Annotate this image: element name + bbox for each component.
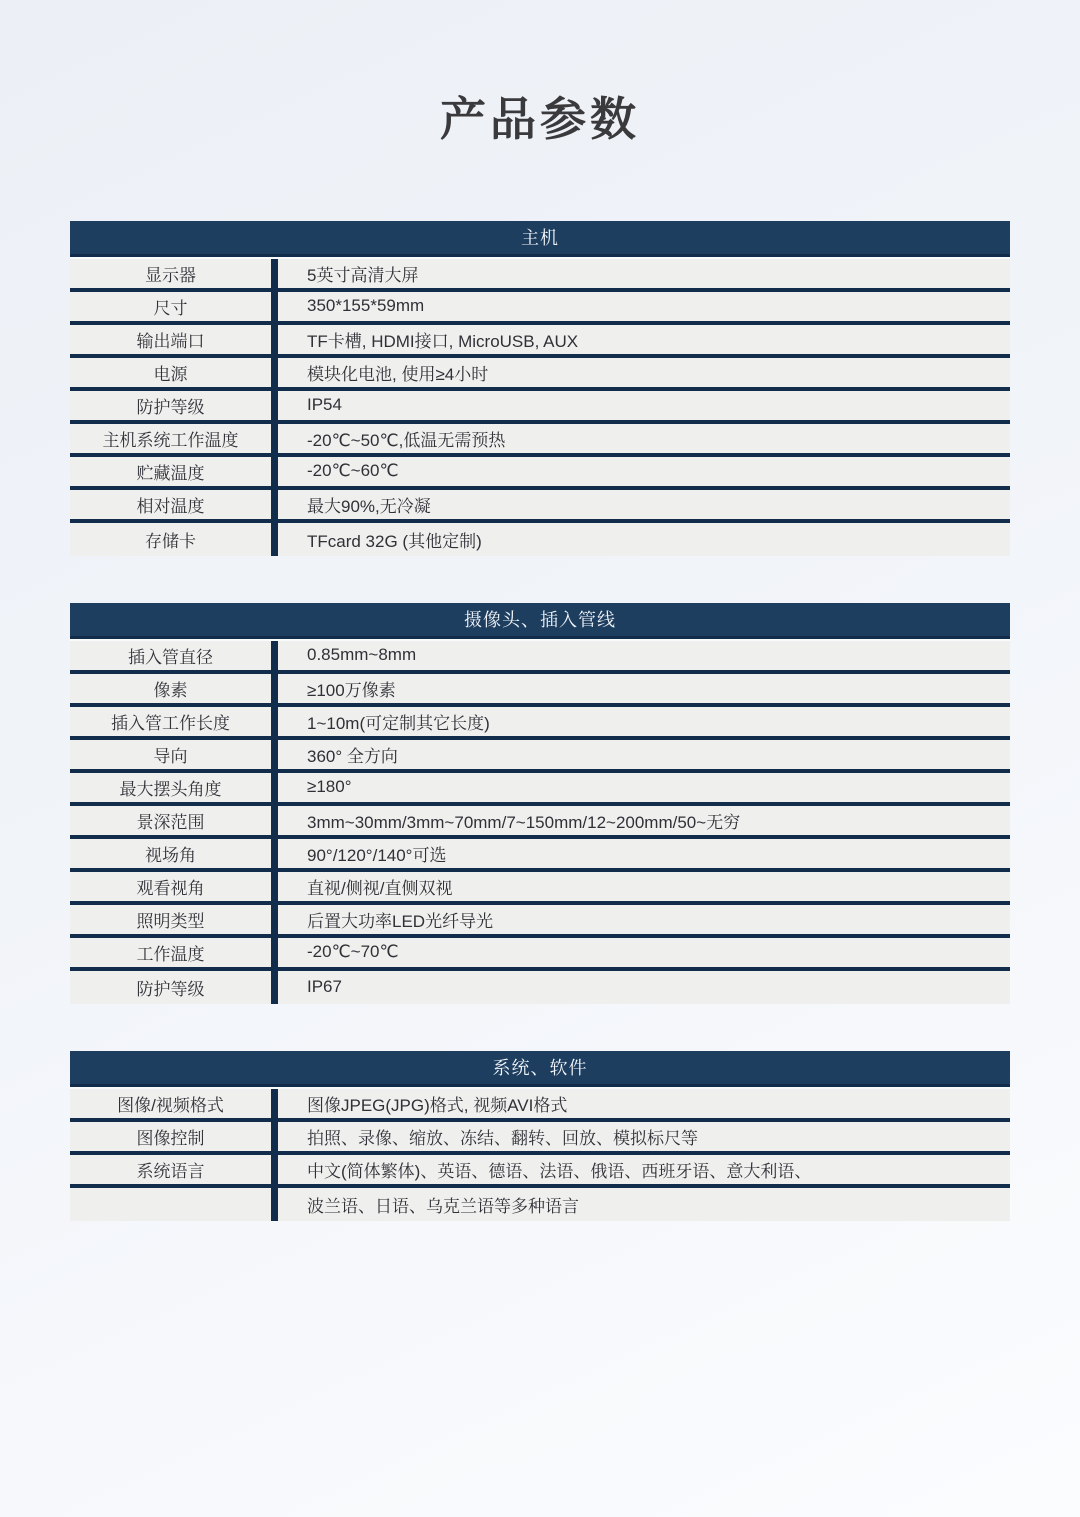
table-row	[70, 457, 1010, 490]
row-value: 直视/侧视/直侧双视	[307, 878, 453, 898]
row-label: 贮藏温度	[70, 457, 278, 486]
row-label: 插入管直径	[70, 641, 278, 670]
row-label: 相对温度	[70, 490, 278, 519]
table-row	[70, 938, 1010, 971]
row-value: 后置大功率LED光纤导光	[307, 911, 494, 931]
row-value: 5英寸高清大屏	[307, 265, 419, 285]
table-row	[70, 707, 1010, 740]
row-label: 景深范围	[70, 806, 278, 835]
row-value: 最大90%,无冷凝	[307, 496, 431, 516]
row-value: 3mm~30mm/3mm~70mm/7~150mm/12~200mm/50~无穷	[307, 812, 741, 832]
table-row	[70, 391, 1010, 424]
row-label: 图像/视频格式	[70, 1089, 278, 1118]
table-rows	[70, 257, 1010, 556]
table-row	[70, 259, 1010, 292]
row-label: 视场角	[70, 839, 278, 868]
table-title: 主机	[521, 228, 559, 249]
row-label: 插入管工作长度	[70, 707, 278, 736]
row-label: 图像控制	[70, 1122, 278, 1151]
row-label: 观看视角	[70, 872, 278, 901]
row-value: IP67	[307, 977, 342, 997]
table-row	[70, 971, 1010, 1004]
table-row	[70, 1089, 1010, 1122]
table-header	[70, 221, 1010, 257]
row-label: 输出端口	[70, 325, 278, 354]
table-title: 系统、软件	[492, 1058, 588, 1079]
table-row	[70, 358, 1010, 391]
row-label: 显示器	[70, 259, 278, 288]
row-label: 最大摆头角度	[70, 773, 278, 802]
table-row	[70, 905, 1010, 938]
table-row	[70, 674, 1010, 707]
row-label: 防护等级	[70, 971, 278, 1004]
row-label: 导向	[70, 740, 278, 769]
spec-table	[70, 603, 1010, 1004]
table-row	[70, 1155, 1010, 1188]
spec-table	[70, 221, 1010, 556]
row-label: 像素	[70, 674, 278, 703]
spec-tables	[70, 221, 1010, 1221]
table-row	[70, 490, 1010, 523]
table-row	[70, 1122, 1010, 1155]
spec-table	[70, 1051, 1010, 1221]
table-row	[70, 839, 1010, 872]
row-label: 系统语言	[70, 1155, 278, 1184]
table-row	[70, 292, 1010, 325]
table-rows	[70, 1087, 1010, 1221]
row-label: 尺寸	[70, 292, 278, 321]
table-rows	[70, 639, 1010, 1004]
table-row	[70, 523, 1010, 556]
row-value: 波兰语、日语、乌克兰语等多种语言	[307, 1196, 579, 1216]
row-label: 工作温度	[70, 938, 278, 967]
row-label: 电源	[70, 358, 278, 387]
row-value: ≥180°	[307, 777, 352, 797]
row-label: 存储卡	[70, 523, 278, 556]
table-row	[70, 740, 1010, 773]
row-value: 拍照、录像、缩放、冻结、翻转、回放、模拟标尺等	[307, 1128, 698, 1148]
page-title: 产品参数	[440, 93, 640, 145]
row-value: -20℃~60℃	[307, 461, 399, 481]
row-value: TFcard 32G (其他定制)	[307, 531, 482, 551]
row-label: 防护等级	[70, 391, 278, 420]
row-value: 中文(简体繁体)、英语、德语、法语、俄语、西班牙语、意大利语、	[307, 1161, 812, 1181]
table-row	[70, 641, 1010, 674]
row-value: 0.85mm~8mm	[307, 645, 417, 665]
row-value: 360° 全方向	[307, 746, 398, 766]
table-row	[70, 872, 1010, 905]
row-label: 照明类型	[70, 905, 278, 934]
row-value: TF卡槽, HDMI接口, MicroUSB, AUX	[307, 331, 579, 351]
row-value: 模块化电池, 使用≥4小时	[307, 364, 489, 384]
table-row	[70, 325, 1010, 358]
product-spec-page	[0, 94, 1080, 1221]
row-value: -20℃~70℃	[307, 942, 399, 962]
table-row	[70, 806, 1010, 839]
row-value: 1~10m(可定制其它长度)	[307, 713, 490, 733]
row-label	[70, 1188, 278, 1221]
table-row	[70, 773, 1010, 806]
row-value: 350*155*59mm	[307, 296, 425, 316]
table-header	[70, 1051, 1010, 1087]
row-value: 90°/120°/140°可选	[307, 845, 447, 865]
table-header	[70, 603, 1010, 639]
table-row	[70, 1188, 1010, 1221]
row-value: 图像JPEG(JPG)格式, 视频AVI格式	[307, 1095, 568, 1115]
row-label: 主机系统工作温度	[70, 424, 278, 453]
row-value: ≥100万像素	[307, 680, 396, 700]
table-row	[70, 424, 1010, 457]
row-value: IP54	[307, 395, 342, 415]
table-title: 摄像头、插入管线	[464, 610, 616, 631]
row-value: -20℃~50℃,低温无需预热	[307, 430, 506, 450]
